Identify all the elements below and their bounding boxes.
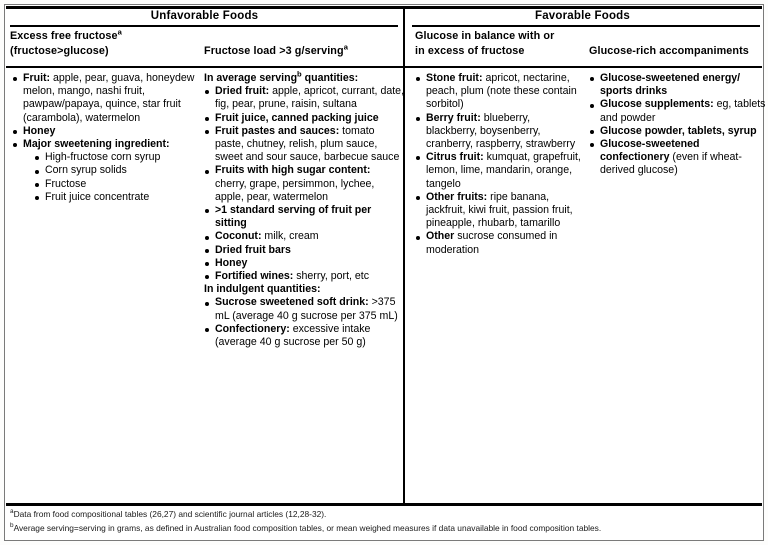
item-text: apricot, nectarine, peach, plum (note these contain sorbitol) [426,72,577,111]
item-text: apple, apricot, currant, date, fig, pear, prune, raisin, sultana [215,85,405,111]
item-lead: Other [426,230,455,243]
list-item [204,85,404,111]
sublist-major-sweetening-ingredient [23,151,198,204]
item-lead: Other fruits: [426,190,488,203]
column-header-row [8,28,762,65]
block-heading-indulgent-quantities: In indulgent quantities: [204,283,321,296]
item-lead: Fruit: [23,72,51,84]
group-header-unfavorable: Unfavorable Foods [150,10,259,22]
list-item [12,125,198,138]
footnote-rule [6,503,762,506]
list-item [204,296,404,322]
item-lead: Dried fruit bars [215,243,291,256]
column-fructose-load [204,69,405,349]
footnote-b [10,522,758,536]
list-item [34,191,198,204]
footnote-text: Data from food compositional tables (26,27) and scientific journal articles (12,28-32). [13,509,327,519]
list-item [415,191,583,231]
item-text: Fructose [45,177,87,190]
item-lead: Major sweetening ingredient: [23,138,170,151]
list-item [589,138,767,178]
footnote-marker-a: a [343,42,349,52]
list-item [415,72,583,112]
item-lead: Stone fruit: [426,72,483,84]
item-lead: Fruit juice, canned packing juice [215,111,379,124]
column-header-glucose-rich-accompaniments [589,44,768,59]
item-text: apple, pear, guava, honeydew melon, mango, nashi fruit, pawpaw/papaya, quince, star fruit (carambola), watermelon [23,72,195,124]
item-lead: Fruit pastes and sauces: [215,124,340,137]
table-body [8,69,766,500]
item-lead: Citrus fruit: [426,151,484,164]
heading-text: In average serving [204,72,298,84]
column-glucose-rich-accompaniments [589,72,767,178]
item-text: Corn syrup solids [45,164,127,177]
footnote-marker-a: a [117,27,122,37]
item-lead: Glucose-sweetened confectionery [600,138,700,164]
list-item [204,270,404,283]
footnote-text: Average serving=serving in grams, as defined in Australian food composition tables, or mean weighed measures if data unavailable in food composition tables. [13,522,602,533]
list-indulgent-quantities [204,296,404,349]
list-item [204,112,404,125]
item-text: eg, tablets and powder [600,98,766,124]
item-text: excessive intake (average 40 g sucrose per 50 g) [215,322,371,349]
column-header-line1: Excess free fructose [10,30,118,42]
list-item [415,112,583,152]
item-text: Fruit juice concentrate [45,190,150,203]
column-header-line2: (fructose>glucose) [10,45,109,57]
item-lead: Berry fruit: [426,111,481,124]
group-header-favorable: Favorable Foods [534,10,631,22]
list-item [12,72,198,125]
footnote-marker-b: b [297,69,302,79]
list-item [204,257,404,270]
list-item [204,164,404,204]
list-item [204,204,404,230]
list-item [589,72,767,98]
list-item [12,138,198,204]
list-glucose-rich-accompaniments [589,72,767,178]
item-text: >375 mL (average 40 g sucrose per 375 mL) [215,296,398,322]
column-excess-free-fructose [12,72,198,204]
list-item [204,244,404,257]
item-lead: Glucose supplements: [600,98,714,111]
item-text: sucrose consumed in moderation [426,230,558,256]
item-text: blueberry, blackberry, boysenberry, cranberry, raspberry, strawberry [426,111,576,151]
column-header-fructose-load [204,44,404,59]
item-lead: Confectionery: [215,322,290,335]
item-lead: Fruits with high sugar content: [215,164,371,177]
item-lead: Sucrose sweetened soft drink: [215,296,369,309]
column-header-rule [6,66,762,68]
group-header-rule-left [10,25,398,27]
list-item [204,230,404,243]
item-text: tomato paste, chutney, relish, plum sauce, sweet and sour sauce, barbecue sauce [215,124,400,164]
item-text: cherry, grape, persimmon, lychee, apple, pear, watermelon [215,177,375,203]
group-header-rule-right [412,25,760,27]
column-header-excess-free-fructose [10,29,200,59]
list-item [204,125,404,165]
column-header-glucose-in-balance [415,29,595,59]
footnote-marker-b: b [10,521,14,529]
list-item [415,151,583,191]
item-text: milk, cream [261,230,319,243]
item-lead: Fortified wines: [215,270,294,283]
item-lead: Glucose-sweetened energy/ sports drinks [600,72,741,98]
footnotes [10,508,758,535]
footnote-a [10,508,758,522]
item-lead: Honey [23,124,56,137]
list-average-serving [204,85,404,283]
heading-tail: quantities: [301,72,359,84]
list-item [589,125,767,138]
group-header-row [6,8,762,25]
item-lead: >1 standard serving of fruit per sitting [215,204,372,230]
block-heading-average-serving [204,69,404,85]
item-text: (even if wheat-derived glucose) [600,151,742,177]
list-item [34,164,198,177]
item-text: High-fructose corn syrup [45,151,161,164]
column-header-line1: Glucose-rich accompaniments [589,45,749,57]
item-lead: Glucose powder, tablets, syrup [600,124,757,137]
list-item [589,98,767,124]
item-text: ripe banana, jackfruit, kiwi fruit, passion fruit, pineapple, rhubarb, tamarillo [426,190,573,230]
column-header-line2: in excess of fructose [415,45,525,57]
item-lead: Coconut: [215,230,262,243]
list-glucose-in-balance [415,72,583,257]
footnote-marker-a: a [10,508,14,516]
column-glucose-in-balance [415,72,583,257]
item-lead: Honey [215,256,248,269]
item-text: sherry, port, etc [293,270,370,283]
list-item [415,230,583,256]
column-header-line1: Fructose load >3 g/serving [204,45,344,57]
list-item [34,178,198,191]
item-text: kumquat, grapefruit, lemon, lime, mandarin, orange, tangelo [426,151,581,190]
list-item [34,151,198,164]
column-header-line1: Glucose in balance with or [415,30,555,42]
list-excess-free-fructose [12,72,198,204]
list-item [204,323,404,349]
item-lead: Dried fruit: [215,85,270,98]
